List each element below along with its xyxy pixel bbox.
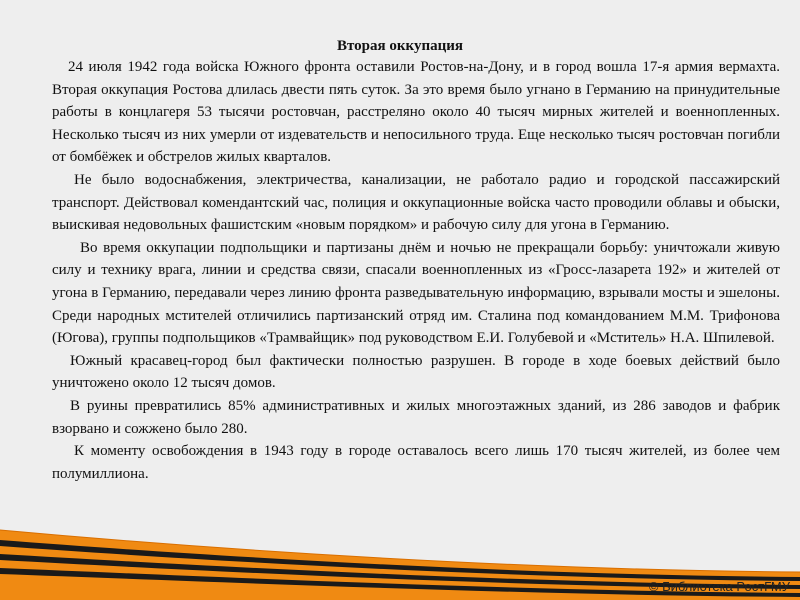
paragraph: 24 июля 1942 года войска Южного фронта оставили Ростов-на-Дону, и в город вошла 17-я армия вермахта. Вторая оккупация Ростова длилась двести пять суток. За это время было угнано в Германию на принудительные работы в концлагеря 53 тысячи ростовчан, расстреляно около 40 тысяч мирных жителей и военнопленных. Несколько тысяч из них умерли от издевательств и непосильного труда. Еще несколько тысяч ростовчан погибли от бомбёжек и обстрелов жилых кварталов.: [52, 59, 780, 166]
paragraph: В руины превратились 85% административных и жилых многоэтажных зданий, из 286 заводов и фабрик взорвано и сожжено было 280.: [52, 397, 780, 437]
article-body: [52, 56, 780, 485]
paragraph: Южный красавец-город был фактически полностью разрушен. В городе в ходе боевых действий было уничтожено около 12 тысяч домов.: [52, 352, 780, 392]
page-title: Вторая оккупация: [337, 38, 463, 54]
paragraph: К моменту освобождения в 1943 году в городе оставалось всего лишь 170 тысяч жителей, из более чем полумиллиона.: [52, 443, 780, 482]
paragraph: Не было водоснабжения, электричества, канализации, не работало радио и городской пассажирский транспорт. Действовал комендантский час, полиция и оккупационные войска часто проводили облавы и обыски, выискивая недовольных фашистским «новым порядком» и рабочую силу для угона в Германию.: [52, 171, 780, 234]
copyright-footer: © Библиотека РостГМУ: [648, 579, 790, 594]
paragraph: Во время оккупации подпольщики и партизаны днём и ночью не прекращали борьбу: уничтожали живую силу и технику врага, линии и средства связи, спасали военнопленных из «Гросс-лазарета 192» и жителей от угона в Германию, передавали через линию фронта разведывательную информацию, взрывали мосты и эшелоны. Среди народных мстителей отличились партизанский отряд им. Сталина под командованием М.М. Трифонова (Югова), группы подпольщиков «Трамвайщик» под руководством Е.И. Голубевой и «Мститель» Н.А. Шпилевой.: [52, 239, 780, 347]
